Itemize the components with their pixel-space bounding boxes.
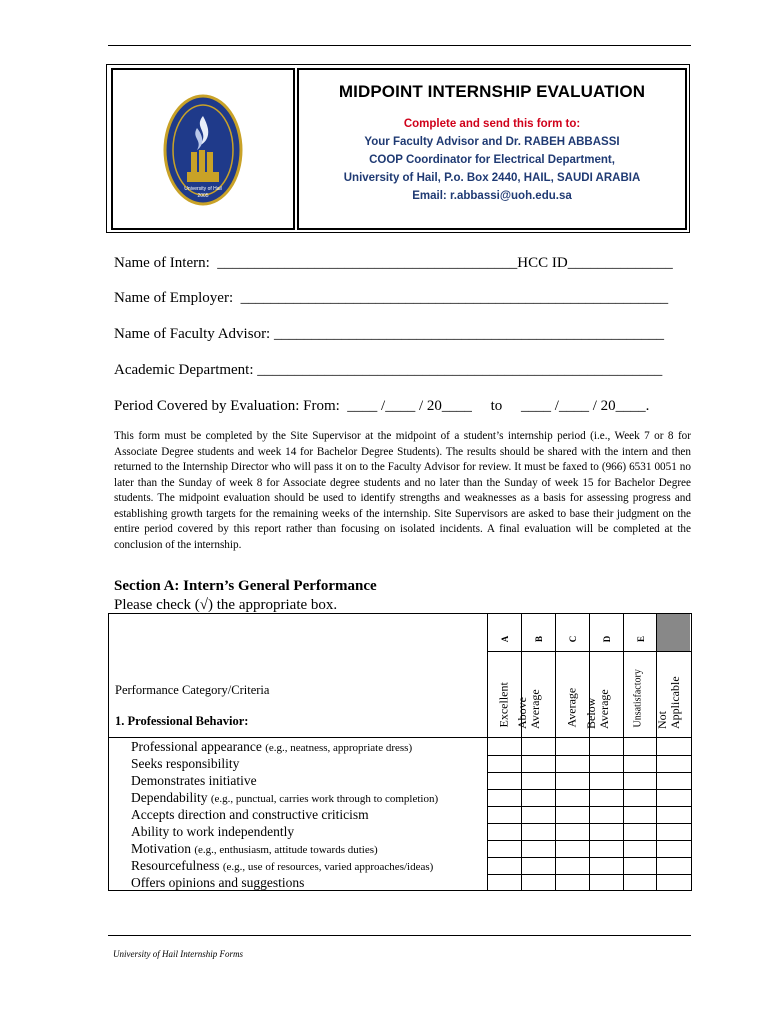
rating-checkbox[interactable] bbox=[556, 841, 589, 857]
period-field[interactable]: Period Covered by Evaluation: From: ____ /____ / 20____ to ____ /____ / 20____. bbox=[114, 398, 650, 414]
rating-checkbox[interactable] bbox=[522, 824, 555, 840]
rating-checkbox[interactable] bbox=[657, 773, 691, 789]
rating-checkbox[interactable] bbox=[657, 790, 691, 806]
address-line: COOP Coordinator for Electrical Department, bbox=[369, 154, 615, 166]
criteria-header: Performance Category/Criteria bbox=[115, 683, 270, 697]
criteria-item bbox=[131, 875, 304, 891]
rating-checkbox[interactable] bbox=[624, 756, 656, 772]
criteria-label: Professional appearance bbox=[131, 739, 266, 754]
rating-checkbox[interactable] bbox=[624, 841, 656, 857]
grade-label: Excellent bbox=[496, 682, 511, 728]
department-field[interactable]: Academic Department: ______________________________________________________ bbox=[114, 362, 663, 378]
logo-text: University of Hail bbox=[184, 186, 222, 192]
criteria-label: Ability to work independently bbox=[131, 824, 295, 839]
rating-checkbox[interactable] bbox=[624, 807, 656, 823]
address-block bbox=[299, 133, 685, 205]
rating-checkbox[interactable] bbox=[624, 773, 656, 789]
logo-cell bbox=[111, 68, 295, 230]
criteria-label: Offers opinions and suggestions bbox=[131, 875, 305, 890]
criteria-note: (e.g., use of resources, varied approaches/ideas) bbox=[222, 861, 434, 873]
criteria-item bbox=[131, 807, 369, 823]
rating-checkbox[interactable] bbox=[488, 756, 521, 772]
rating-checkbox[interactable] bbox=[624, 875, 656, 891]
rating-checkbox[interactable] bbox=[522, 756, 555, 772]
rating-checkbox[interactable] bbox=[590, 841, 623, 857]
rating-checkbox[interactable] bbox=[556, 773, 589, 789]
rating-checkbox[interactable] bbox=[488, 790, 521, 806]
employer-field[interactable]: Name of Employer: _________________________________________________________ bbox=[114, 290, 669, 306]
top-rule bbox=[108, 45, 691, 46]
email-line: Email: r.abbassi@uoh.edu.sa bbox=[412, 190, 572, 202]
rating-checkbox[interactable] bbox=[488, 841, 521, 857]
grade-letter: B bbox=[534, 636, 544, 643]
grade-letter: D bbox=[602, 635, 612, 643]
criteria-note: (e.g., neatness, appropriate dress) bbox=[265, 742, 413, 754]
criteria-item bbox=[131, 790, 438, 806]
rating-checkbox[interactable] bbox=[624, 858, 656, 874]
rating-checkbox[interactable] bbox=[590, 756, 623, 772]
criteria-label: Dependability bbox=[131, 790, 211, 805]
rating-checkbox[interactable] bbox=[590, 773, 623, 789]
criteria-item bbox=[131, 858, 433, 874]
rating-checkbox[interactable] bbox=[488, 858, 521, 874]
rating-checkbox[interactable] bbox=[590, 739, 623, 755]
rating-checkbox[interactable] bbox=[488, 773, 521, 789]
rating-checkbox[interactable] bbox=[488, 739, 521, 755]
rating-checkbox[interactable] bbox=[522, 790, 555, 806]
university-logo-icon bbox=[163, 94, 243, 206]
row-divider bbox=[487, 651, 691, 652]
rating-checkbox[interactable] bbox=[590, 790, 623, 806]
rating-checkbox[interactable] bbox=[556, 756, 589, 772]
rating-checkbox[interactable] bbox=[624, 790, 656, 806]
rating-checkbox[interactable] bbox=[590, 807, 623, 823]
criteria-label: Seeks responsibility bbox=[131, 756, 240, 771]
evaluation-table bbox=[108, 613, 692, 891]
rating-checkbox[interactable] bbox=[624, 824, 656, 840]
header-divider bbox=[109, 737, 691, 738]
criteria-item bbox=[131, 824, 294, 840]
criteria-note: (e.g., punctual, carries work through to completion) bbox=[210, 793, 439, 805]
form-title: MIDPOINT INTERNSHIP EVALUATION bbox=[338, 82, 646, 101]
rating-checkbox[interactable] bbox=[556, 858, 589, 874]
grade-label: Average bbox=[564, 687, 579, 728]
criteria-item bbox=[131, 773, 257, 789]
rating-checkbox[interactable] bbox=[657, 756, 691, 772]
rating-checkbox[interactable] bbox=[657, 807, 691, 823]
criteria-item bbox=[131, 841, 378, 857]
rating-checkbox[interactable] bbox=[488, 824, 521, 840]
rating-checkbox[interactable] bbox=[556, 824, 589, 840]
criteria-label: Demonstrates initiative bbox=[131, 773, 257, 788]
na-header-shade bbox=[656, 614, 690, 651]
section-subtitle: Please check (√) the appropriate box. bbox=[114, 597, 338, 613]
rating-checkbox[interactable] bbox=[590, 824, 623, 840]
address-line: Your Faculty Advisor and Dr. RABEH ABBASSI bbox=[364, 136, 620, 148]
faculty-advisor-field[interactable]: Name of Faculty Advisor: ____________________________________________________ bbox=[114, 326, 664, 342]
rating-checkbox[interactable] bbox=[522, 875, 555, 891]
rating-checkbox[interactable] bbox=[556, 807, 589, 823]
instructions-paragraph: This form must be completed by the Site Supervisor at the midpoint of a student’s internship period (i.e., Week 7 or 8 for Associate Degree students and week 14 for Bachelor Degree Students). The results should be shared with the intern and then returned to the Internship Director who will pass it on to the Faculty Advisor for review. It must be faxed to (966) 6531 0051 no later than the Sunday of week 8 for Associate degree students and no later than the Sunday of week 15 for Bachelor Degree students. The midpoint evaluation should be used to identify strengths and weaknesses as a basis for assessing progress and establishing growth targets for the remaining weeks of the internship. Site Supervisors are asked to base their judgment on the entire period covered by this report rather than focusing on isolated incidents. A final evaluation will be completed at the conclusion of the internship. bbox=[114, 430, 691, 551]
footer-text: University of Hail Internship Forms bbox=[113, 949, 243, 959]
rating-checkbox[interactable] bbox=[657, 875, 691, 891]
section-title: Section A: Intern’s General Performance bbox=[114, 578, 377, 594]
grade-letter: A bbox=[500, 635, 510, 643]
rating-checkbox[interactable] bbox=[556, 739, 589, 755]
rating-checkbox[interactable] bbox=[624, 739, 656, 755]
grade-label: Below Average bbox=[584, 689, 611, 729]
send-to-line: Complete and send this form to: bbox=[403, 118, 581, 130]
footer-rule bbox=[108, 935, 691, 936]
rating-checkbox[interactable] bbox=[657, 824, 691, 840]
grade-letter: E bbox=[636, 636, 646, 643]
address-line: University of Hail, P.o. Box 2440, HAIL, SAUDI ARABIA bbox=[343, 172, 641, 184]
category-heading: 1. Professional Behavior: bbox=[115, 714, 249, 728]
criteria-item bbox=[131, 739, 412, 755]
grade-label: Not Applicable bbox=[655, 676, 682, 729]
rating-checkbox[interactable] bbox=[522, 773, 555, 789]
criteria-label: Motivation bbox=[131, 841, 195, 856]
rating-checkbox[interactable] bbox=[657, 739, 691, 755]
rating-checkbox[interactable] bbox=[522, 739, 555, 755]
rating-checkbox[interactable] bbox=[488, 807, 521, 823]
header-box bbox=[106, 64, 690, 233]
grade-label: Unsatisfactory bbox=[632, 669, 644, 728]
rating-checkbox[interactable] bbox=[522, 858, 555, 874]
grade-letter: C bbox=[568, 635, 578, 643]
criteria-item bbox=[131, 756, 239, 772]
criteria-label: Resourcefulness bbox=[131, 858, 223, 873]
rating-checkbox[interactable] bbox=[522, 841, 555, 857]
title-cell bbox=[297, 68, 687, 230]
rating-checkbox[interactable] bbox=[488, 875, 521, 891]
rating-checkbox[interactable] bbox=[590, 875, 623, 891]
criteria-label: Accepts direction and constructive criticism bbox=[131, 807, 369, 822]
intern-name-field[interactable]: Name of Intern: ________________________________________HCC ID______________ bbox=[114, 255, 673, 271]
rating-checkbox[interactable] bbox=[556, 790, 589, 806]
grade-label: Above Average bbox=[515, 689, 542, 729]
rating-checkbox[interactable] bbox=[657, 841, 691, 857]
rating-checkbox[interactable] bbox=[657, 858, 691, 874]
logo-year: 2005 bbox=[197, 193, 209, 199]
rating-checkbox[interactable] bbox=[522, 807, 555, 823]
rating-checkbox[interactable] bbox=[590, 858, 623, 874]
criteria-note: (e.g., enthusiasm, attitude towards duties) bbox=[194, 844, 378, 856]
rating-checkbox[interactable] bbox=[556, 875, 589, 891]
